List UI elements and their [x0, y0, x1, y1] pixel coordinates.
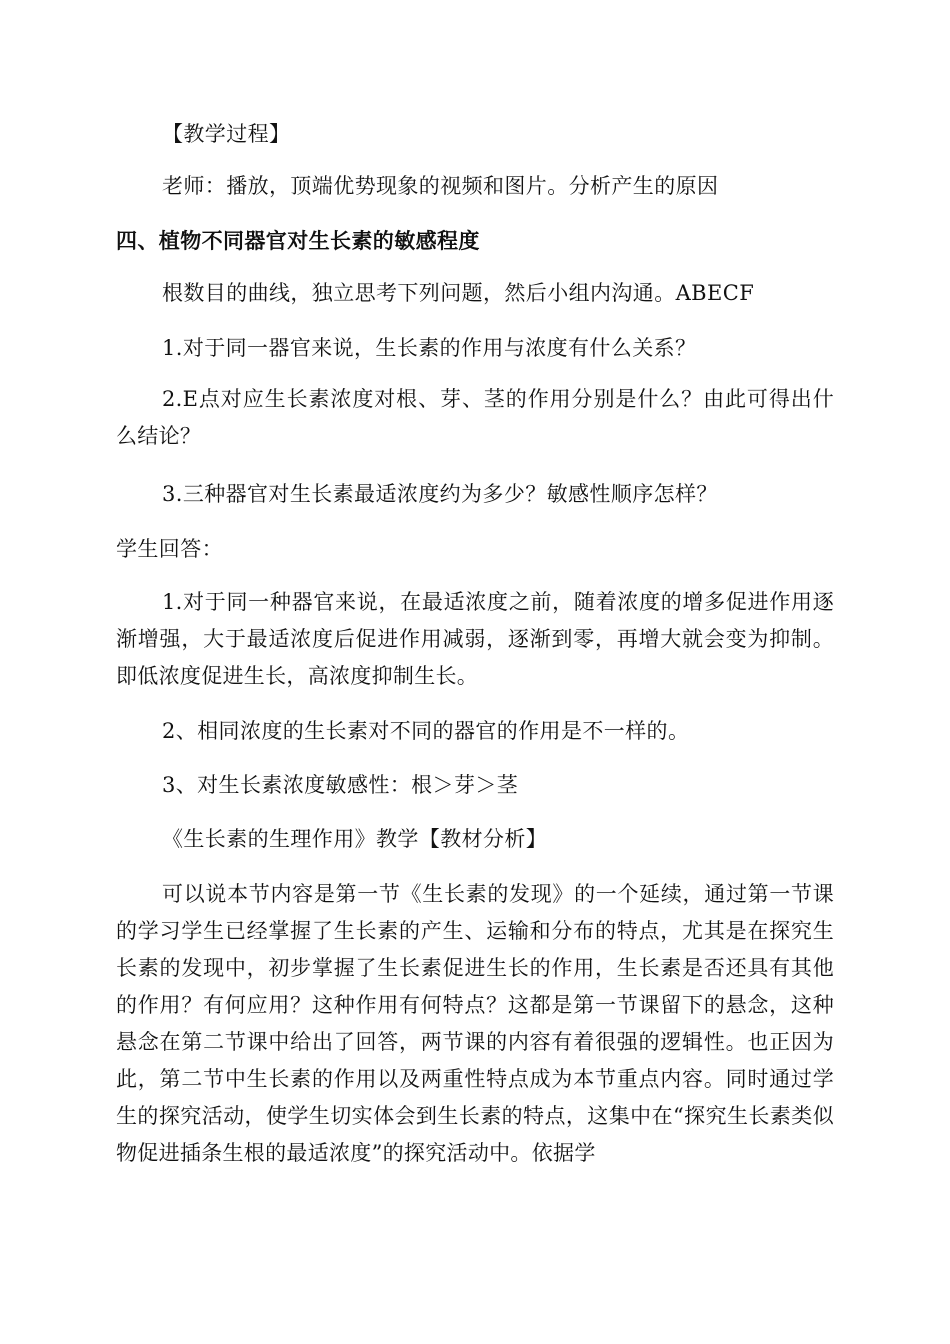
- answer-1: 1.对于同一种器官来说，在最适浓度之前，随着浓度的增多促进作用逐渐增强，大于最适浓度后促进作用减弱，逐渐到零，再增大就会变为抑制。即低浓度促进生长，高浓度抑制生长。: [116, 590, 834, 688]
- teacher-line: 老师：播放，顶端优势现象的视频和图片。分析产生的原因: [162, 174, 719, 198]
- teaching-process-heading: 【教学过程】: [162, 122, 291, 146]
- student-answer-label: 学生回答：: [116, 537, 223, 561]
- question-2: 2.E点对应生长素浓度对根、芽、茎的作用分别是什么？由此可得出什么结论？: [116, 387, 834, 448]
- question-1: 1.对于同一器官来说，生长素的作用与浓度有什么关系？: [162, 336, 697, 360]
- material-title: 《生长素的生理作用》教学【教材分析】: [162, 827, 548, 851]
- material-paragraph: 可以说本节内容是第一节《生长素的发现》的一个延续，通过第一节课的学习学生已经掌握了生长素的产生、运输和分布的特点，尤其是在探究生长素的发现中，初步掌握了生长素促进生长的作用，生长素是否还具有其他的作用？有何应用？这种作用有何特点？这都是第一节课留下的悬念，这种悬念在第二节课中给出了回答，两节课的内容有着很强的逻辑性。也正因为此，第二节中生长素的作用以及两重性特点成为本节重点内容。同时通过学生的探究活动，使学生切实体会到生长素的特点，这集中在“探究生长素类似物促进插条生根的最适浓度”的探究活动中。依据学: [116, 882, 834, 1165]
- instruction-line: 根数目的曲线，独立思考下列问题，然后小组内沟通。ABECF: [162, 281, 755, 305]
- question-3: 3.三种器官对生长素最适浓度约为多少？敏感性顺序怎样？: [162, 482, 718, 506]
- section-four-heading: 四、植物不同器官对生长素的敏感程度: [116, 229, 480, 253]
- answer-3: 3、对生长素浓度敏感性：根＞芽＞茎: [162, 773, 519, 797]
- answer-2: 2、相同浓度的生长素对不同的器官的作用是不一样的。: [162, 719, 690, 743]
